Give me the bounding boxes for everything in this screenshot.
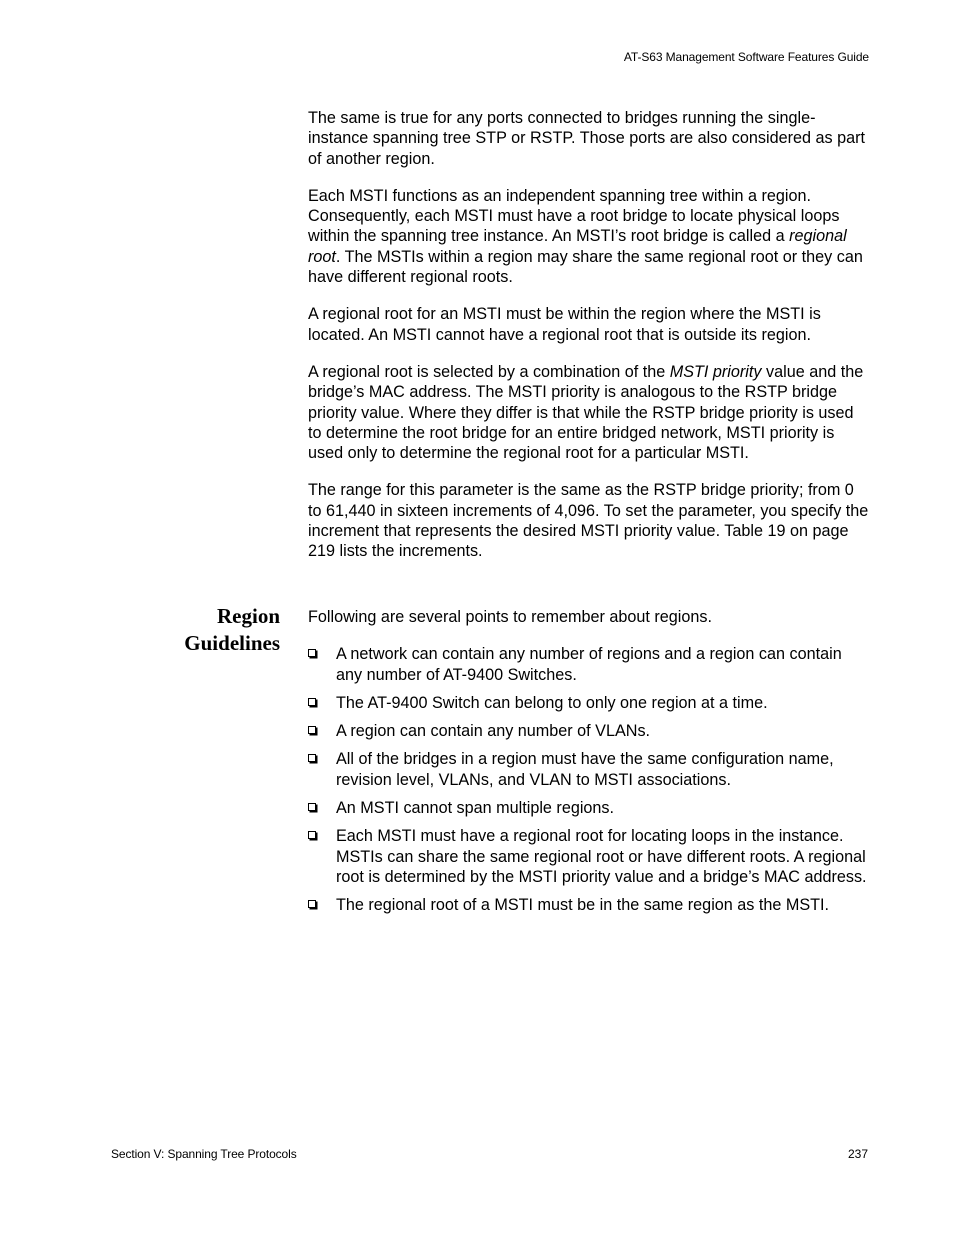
region-guidelines-list bbox=[308, 644, 870, 915]
paragraph-single-instance: The same is true for any ports connected to bridges running the single-instance spanning tree STP or RSTP. Those ports are also considered as part of another region. bbox=[308, 109, 865, 168]
checkbox-bullet-icon bbox=[308, 726, 316, 734]
list-item bbox=[308, 798, 870, 818]
heading-line: Guidelines bbox=[184, 631, 280, 655]
paragraph-text: value and the bridge’s MAC address. The MSTI priority is analogous to the RSTP bridge priority value. Where they differ is that while the RSTP bridge priority is used to determine the root bridge for an entire bridged network, MSTI priority is used only to determine the regional root for a particular MSTI. bbox=[308, 362, 864, 463]
footer-page-number: 237 bbox=[847, 1147, 868, 1161]
paragraph-text: Each MSTI functions as an independent spanning tree within a region. Consequently, each MSTI must have a root bridge to locate physical loops within the spanning tree instance. An MSTI’s root bridge is called a bbox=[308, 186, 840, 246]
checkbox-bullet-icon bbox=[308, 803, 316, 811]
paragraph-text: . The MSTIs within a region may share the same regional root or they can have different regional roots. bbox=[308, 247, 863, 287]
list-item bbox=[308, 693, 870, 713]
checkbox-bullet-icon bbox=[308, 754, 316, 762]
running-header: AT-S63 Management Software Features Guide bbox=[623, 50, 869, 64]
paragraph-regional-root-selection bbox=[308, 362, 870, 463]
list-item-text: The regional root of a MSTI must be in the same region as the MSTI. bbox=[336, 896, 830, 915]
region-guidelines-intro: Following are several points to remember about regions. bbox=[308, 608, 712, 626]
paragraph-regional-root-location: A regional root for an MSTI must be within the region where the MSTI is located. An MSTI cannot have a regional root that is outside its region. bbox=[308, 305, 821, 344]
list-item-text: A network can contain any number of regions and a region can contain any number of AT-9400 Switches. bbox=[336, 645, 842, 684]
checkbox-bullet-icon bbox=[308, 831, 316, 839]
paragraph-priority-range: The range for this parameter is the same as the RSTP bridge priority; from 0 to 61,440 in sixteen increments of 4,096. To set the parameter, you specify the increment that represents the desired MSTI priority value. Table 19 on page 219 lists the increments. bbox=[308, 481, 869, 561]
list-item-text: A region can contain any number of VLANs. bbox=[336, 722, 651, 741]
list-item-text: The AT-9400 Switch can belong to only one region at a time. bbox=[336, 693, 768, 712]
paragraph-text: A regional root is selected by a combination of the bbox=[308, 362, 670, 381]
list-item bbox=[308, 826, 870, 887]
footer-section-title: Section V: Spanning Tree Protocols bbox=[111, 1147, 297, 1161]
checkbox-bullet-icon bbox=[308, 698, 316, 706]
region-guidelines-body bbox=[308, 607, 870, 924]
list-item-text: Each MSTI must have a regional root for locating loops in the instance. MSTIs can share the same regional root or have different roots. A regional root is determined by the MSTI priority value and a bridge’s MAC address. bbox=[336, 827, 867, 886]
paragraph-msti-function bbox=[308, 186, 870, 287]
checkbox-bullet-icon bbox=[308, 900, 316, 908]
checkbox-bullet-icon bbox=[308, 649, 316, 657]
list-item-text: All of the bridges in a region must have the same configuration name, revision level, VLANs, and VLAN to MSTI associations. bbox=[336, 750, 834, 789]
list-item-text: An MSTI cannot span multiple regions. bbox=[336, 799, 615, 818]
body-text bbox=[308, 108, 870, 579]
heading-line: Region bbox=[217, 604, 280, 628]
list-item bbox=[308, 749, 870, 790]
emphasis-regional-root: regional root bbox=[308, 227, 847, 266]
section-heading-region-guidelines bbox=[150, 603, 280, 657]
list-item bbox=[308, 721, 870, 741]
emphasis-msti-priority: MSTI priority bbox=[669, 362, 762, 381]
list-item bbox=[308, 895, 870, 915]
list-item bbox=[308, 644, 870, 685]
